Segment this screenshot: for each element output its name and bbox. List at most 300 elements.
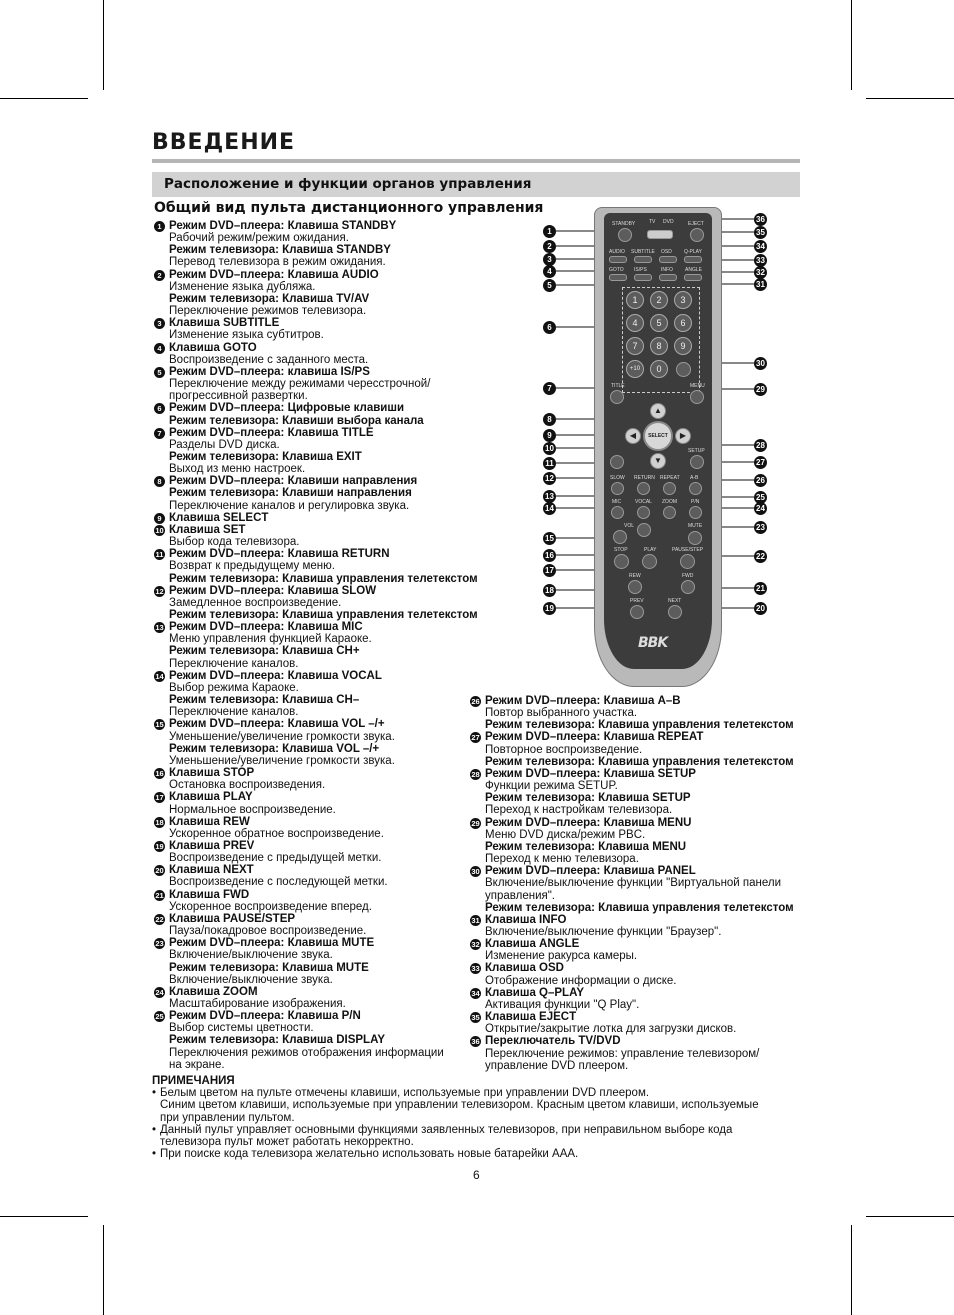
callout-marker: 14 xyxy=(543,502,556,515)
digit-button-plus10[interactable]: +10 xyxy=(626,360,644,378)
item-description: Воспроизведение с последующей метки. xyxy=(169,876,388,889)
item-number-badge: 30 xyxy=(471,867,480,877)
item-number-badge: 24 xyxy=(155,987,164,997)
key-description-item xyxy=(154,585,494,621)
remote-label: TV xyxy=(649,219,656,225)
callout-marker: 10 xyxy=(543,442,556,455)
callout-marker: 4 xyxy=(543,265,556,278)
item-heading: Клавиша FWD xyxy=(169,888,250,901)
key-description-item xyxy=(154,767,494,791)
remote-label: REW xyxy=(629,573,641,579)
notes-title: ПРИМЕЧАНИЯ xyxy=(152,1075,235,1087)
remote-label: ZOOM xyxy=(662,499,677,505)
item-number-badge: 32 xyxy=(471,940,480,950)
vocal-button[interactable] xyxy=(637,506,650,519)
title-rule xyxy=(152,159,800,163)
item-heading: Переключатель TV/DVD xyxy=(485,1035,621,1048)
item-heading: Режим DVD–плеера: Клавиша AUDIO xyxy=(169,268,379,281)
item-heading: Клавиша ANGLE xyxy=(485,938,580,951)
item-heading: Режим DVD–плеера: Клавиша VOCAL xyxy=(169,669,382,682)
note-line: Данный пульт управляет основными функциями заявленных телевизоров, при неправильном выборе кода xyxy=(160,1123,733,1136)
item-heading: Режим DVD–плеера: Клавиша REPEAT xyxy=(485,731,704,744)
item-heading: Клавиша OSD xyxy=(485,962,564,975)
audio-button[interactable] xyxy=(609,256,627,263)
key-description-item xyxy=(470,731,810,767)
fwd-button[interactable] xyxy=(681,580,695,594)
remote-label: VOCAL xyxy=(635,499,652,505)
remote-label: PREV xyxy=(630,598,644,604)
item-heading: Режим телевизора: Клавиша SETUP xyxy=(485,792,691,805)
callout-marker: 2 xyxy=(543,240,556,253)
prev-button[interactable] xyxy=(630,605,644,619)
callout-marker: 15 xyxy=(543,532,556,545)
key-description-item xyxy=(154,889,494,913)
remote-label: RETURN xyxy=(634,475,655,481)
item-number-badge: 6 xyxy=(154,403,165,414)
item-description: прогрессивной развертки. xyxy=(169,390,308,403)
remote-label: SLOW xyxy=(610,475,625,481)
callout-marker: 28 xyxy=(754,439,767,452)
digit-button-1[interactable]: 1 xyxy=(626,291,644,309)
item-number-badge: 31 xyxy=(471,915,480,925)
note-item xyxy=(152,1087,812,1124)
crop-mark xyxy=(866,98,954,99)
key-description-item xyxy=(154,791,494,815)
info-button[interactable] xyxy=(659,274,677,281)
item-heading: Клавиша PREV xyxy=(169,839,255,852)
item-number-badge: 12 xyxy=(155,586,164,596)
item-heading: Режим телевизора: Клавиша VOL –/+ xyxy=(169,742,380,755)
remote-label: OSD xyxy=(661,249,672,255)
remote-body xyxy=(594,207,722,687)
item-number-badge: 4 xyxy=(154,343,165,354)
crop-mark xyxy=(0,98,88,99)
item-description: Активация функции "Q Play". xyxy=(485,998,640,1011)
remote-label: Q-PLAY xyxy=(684,249,702,255)
crop-mark xyxy=(851,1225,852,1315)
item-number-badge: 15 xyxy=(155,720,164,730)
key-description-item xyxy=(470,695,810,731)
set-button[interactable] xyxy=(610,455,624,469)
item-number-badge: 23 xyxy=(155,939,164,949)
item-heading: Режим DVD–плеера: Клавиша STANDBY xyxy=(169,220,397,232)
crop-mark xyxy=(0,1216,88,1217)
play-button[interactable] xyxy=(642,554,657,569)
digit-button-5[interactable]: 5 xyxy=(650,314,668,332)
item-description: Остановка воспроизведения. xyxy=(169,779,326,792)
key-description-item xyxy=(470,938,810,962)
crop-mark xyxy=(103,1225,104,1315)
up-arrow-icon[interactable]: ▲ xyxy=(650,403,666,419)
item-number-badge: 10 xyxy=(155,525,164,535)
item-number-badge: 27 xyxy=(471,733,480,743)
item-number-badge: 33 xyxy=(471,964,480,974)
key-description-item xyxy=(154,986,494,1010)
stop-button[interactable] xyxy=(614,554,629,569)
item-heading: Клавиша GOTO xyxy=(169,341,257,354)
item-description: Разделы DVD диска. xyxy=(169,438,280,451)
menu-button[interactable] xyxy=(690,390,704,404)
crop-mark xyxy=(103,0,104,90)
item-description: Включение/выключение звука. xyxy=(169,973,333,986)
item-description: Переключение каналов и регулировка звука. xyxy=(169,499,410,512)
item-description: Рабочий режим/режим ожидания. xyxy=(169,232,349,245)
bullet-icon: • xyxy=(152,1123,157,1136)
item-heading: Режим телевизора: Клавиши выбора канала xyxy=(169,414,424,427)
digit-button-7[interactable]: 7 xyxy=(626,337,644,355)
item-description: Переключение каналов. xyxy=(169,657,299,670)
item-description: Пауза/покадровое воспроизведение. xyxy=(169,925,367,938)
item-heading: Режим DVD–плеера: Клавиша PANEL xyxy=(485,865,696,878)
goto-button[interactable] xyxy=(609,274,627,281)
item-heading: Режим телевизора: Клавиша управления телетекстом xyxy=(169,609,478,621)
item-heading: Режим телевизора: Клавиши направления xyxy=(169,487,412,500)
item-number-badge: 14 xyxy=(155,671,164,681)
item-number-badge: 16 xyxy=(155,769,164,779)
remote-label: STOP xyxy=(614,547,628,553)
key-description-item xyxy=(154,937,494,986)
key-description-item xyxy=(470,914,810,938)
item-heading: Режим телевизора: Клавиша CH– xyxy=(169,694,360,707)
brand-logo: BBK xyxy=(638,635,668,651)
panel-button[interactable] xyxy=(676,362,691,377)
callout-marker: 31 xyxy=(754,278,767,291)
key-description-item xyxy=(470,1035,810,1071)
item-description: Возврат к предыдущему меню. xyxy=(169,560,335,573)
key-description-item xyxy=(154,913,494,937)
vol-down-button[interactable] xyxy=(613,530,627,544)
section-heading: Расположение и функции органов управления xyxy=(152,172,800,197)
item-description: на экране. xyxy=(169,1058,225,1071)
item-heading: Клавиша EJECT xyxy=(485,1011,577,1024)
item-heading: Клавиша NEXT xyxy=(169,864,254,877)
callout-marker: 13 xyxy=(543,490,556,503)
item-description: Меню DVD диска/режим PBC. xyxy=(485,828,646,841)
page-title: ВВЕДЕНИЕ xyxy=(152,130,296,155)
callout-marker: 32 xyxy=(754,266,767,279)
callout-marker: 11 xyxy=(543,457,556,470)
item-number-badge: 34 xyxy=(471,988,480,998)
item-description: Меню управления функцией Караоке. xyxy=(169,633,372,646)
item-number-badge: 9 xyxy=(154,513,165,524)
item-heading: Режим DVD–плеера: Клавиша TITLE xyxy=(169,426,374,439)
item-heading: Режим DVD–плеера: клавиша IS/PS xyxy=(169,365,370,378)
item-description: Включение/выключение звука. xyxy=(169,949,333,962)
key-description-item xyxy=(470,1011,810,1035)
callout-marker: 18 xyxy=(543,584,556,597)
remote-label: STANDBY xyxy=(612,221,636,227)
note-item xyxy=(152,1124,812,1148)
item-description: Выход из меню настроек. xyxy=(169,463,306,476)
callout-marker: 7 xyxy=(543,382,556,395)
item-heading: Клавиша REW xyxy=(169,815,250,828)
isps-button[interactable] xyxy=(634,274,652,281)
item-number-badge: 21 xyxy=(155,890,164,900)
angle-button[interactable] xyxy=(684,274,702,281)
item-description: Изменение языка дубляжа. xyxy=(169,280,316,293)
right-arrow-icon[interactable]: ▶ xyxy=(675,428,691,444)
callout-marker: 23 xyxy=(754,521,767,534)
remote-label: REPEAT xyxy=(660,475,680,481)
item-description: Переключение режимов телевизора. xyxy=(169,305,367,318)
rew-button[interactable] xyxy=(628,580,642,594)
remote-label: A-B xyxy=(690,475,699,481)
remote-label: INFO xyxy=(661,267,673,273)
item-number-badge: 22 xyxy=(155,914,164,924)
item-heading: Режим телевизора: Клавиша TV/AV xyxy=(169,292,370,305)
item-description: Переключения режимов отображения информации xyxy=(169,1046,444,1059)
item-description: Воспроизведение с предыдущей метки. xyxy=(169,852,382,865)
item-heading: Клавиша SELECT xyxy=(169,511,269,524)
standby-button[interactable] xyxy=(618,228,632,242)
key-description-item xyxy=(154,402,494,426)
item-number-badge: 20 xyxy=(155,866,164,876)
callout-marker: 12 xyxy=(543,472,556,485)
key-description-item xyxy=(154,427,494,476)
item-heading: Режим DVD–плеера: Клавиша A–B xyxy=(485,695,681,707)
item-number-badge: 2 xyxy=(154,270,165,281)
callout-marker: 6 xyxy=(543,321,556,334)
down-arrow-icon[interactable]: ▼ xyxy=(650,453,666,469)
callout-marker: 25 xyxy=(754,491,767,504)
remote-label: SUBTITLE xyxy=(631,249,655,255)
notes-block xyxy=(152,1075,812,1160)
digit-button-4[interactable]: 4 xyxy=(626,314,644,332)
page-number: 6 xyxy=(473,1168,480,1182)
pn-button[interactable] xyxy=(689,506,702,519)
key-description-item xyxy=(154,864,494,888)
item-number-badge: 7 xyxy=(154,428,165,439)
item-heading: Режим DVD–плеера: Клавиша MENU xyxy=(485,816,692,829)
key-description-item xyxy=(154,342,494,366)
remote-label: VOL xyxy=(624,523,635,529)
note-line: при управлении пультом. xyxy=(160,1111,295,1124)
key-description-item xyxy=(154,621,494,670)
callout-marker: 19 xyxy=(543,602,556,615)
item-heading: Клавиша Q–PLAY xyxy=(485,986,584,999)
remote-illustration xyxy=(540,205,780,695)
remote-label: NEXT xyxy=(668,598,682,604)
item-heading: Режим DVD–плеера: Клавиша MIC xyxy=(169,621,363,634)
callout-marker: 26 xyxy=(754,474,767,487)
item-description: Функции режима SETUP. xyxy=(485,780,618,793)
item-heading: Клавиша ZOOM xyxy=(169,985,258,998)
item-number-badge: 3 xyxy=(154,318,165,329)
callout-marker: 3 xyxy=(543,253,556,266)
remote-label: MIC xyxy=(612,499,622,505)
callout-marker: 5 xyxy=(543,279,556,292)
item-number-badge: 19 xyxy=(155,841,164,851)
item-heading: Режим телевизора: Клавиша управления телетекстом xyxy=(485,901,794,914)
key-description-item xyxy=(154,718,494,767)
remote-label: P/N xyxy=(691,499,700,505)
key-description-item xyxy=(470,987,810,1011)
item-heading: Режим телевизора: Клавиша STANDBY xyxy=(169,244,391,257)
item-heading: Режим телевизора: Клавиша MENU xyxy=(485,840,687,853)
key-description-item xyxy=(154,317,494,341)
remote-label: PAUSE/STEP xyxy=(672,547,704,553)
key-description-item xyxy=(154,548,494,584)
item-description: Переключение каналов. xyxy=(169,706,299,719)
item-description: Нормальное воспроизведение. xyxy=(169,803,336,816)
vol-up-button[interactable] xyxy=(637,523,651,537)
digit-button-9[interactable]: 9 xyxy=(674,337,692,355)
key-description-item xyxy=(154,816,494,840)
note-item xyxy=(152,1148,812,1160)
item-number-badge: 11 xyxy=(155,550,164,560)
remote-label: IS/PS xyxy=(634,267,647,273)
callout-marker: 35 xyxy=(754,226,767,239)
remote-label: DVD xyxy=(663,219,674,225)
tv-dvd-switch[interactable] xyxy=(647,230,673,239)
title-button[interactable] xyxy=(610,390,624,404)
item-number-badge: 26 xyxy=(471,697,480,706)
item-description: Замедленное воспроизведение. xyxy=(169,596,342,609)
key-description-item xyxy=(154,366,494,402)
digit-button-0[interactable]: 0 xyxy=(650,360,668,378)
item-number-badge: 13 xyxy=(155,623,164,633)
callout-marker: 20 xyxy=(754,602,767,615)
key-description-item xyxy=(154,840,494,864)
callout-marker: 30 xyxy=(754,357,767,370)
eject-button[interactable] xyxy=(690,228,704,242)
mic-button[interactable] xyxy=(611,506,624,519)
callout-marker: 8 xyxy=(543,413,556,426)
key-description-item xyxy=(154,220,494,269)
key-list-right xyxy=(470,695,810,1072)
item-description: Ускоренное обратное воспроизведение. xyxy=(169,827,384,840)
item-description: Выбор системы цветности. xyxy=(169,1022,314,1035)
callout-marker: 24 xyxy=(754,502,767,515)
item-description: Перевод телевизора в режим ожидания. xyxy=(169,256,386,269)
item-heading: Режим DVD–плеера: Клавиша MUTE xyxy=(169,937,375,950)
remote-label: SETUP xyxy=(688,448,705,454)
item-heading: Клавиша STOP xyxy=(169,767,255,780)
return-button[interactable] xyxy=(637,482,650,495)
key-description-item xyxy=(154,524,494,548)
select-button[interactable]: SELECT xyxy=(643,421,673,451)
item-description: Включение/выключение функции "Виртуальной панели xyxy=(485,877,782,890)
callout-marker: 34 xyxy=(754,240,767,253)
key-description-item xyxy=(154,1010,494,1071)
remote-label: PLAY xyxy=(644,547,657,553)
callout-marker: 33 xyxy=(754,254,767,267)
zoom-button[interactable] xyxy=(663,506,676,519)
item-number-badge: 1 xyxy=(154,221,165,232)
item-description: Переключение между режимами чересстрочной/ xyxy=(169,378,431,391)
item-description: Переход к меню телевизора. xyxy=(485,853,639,866)
item-description: Изменение языка субтитров. xyxy=(169,329,324,342)
notes-list xyxy=(152,1087,812,1160)
item-heading: Режим телевизора: Клавиша EXIT xyxy=(169,450,362,463)
note-line: При поиске кода телевизора желательно использовать новые батарейки ААА. xyxy=(160,1148,579,1161)
note-line: Белым цветом на пульте отмечены клавиши, используемые при управлении DVD плеером. xyxy=(160,1087,650,1100)
item-heading: Режим телевизора: Клавиша CH+ xyxy=(169,645,360,658)
key-description-item xyxy=(154,670,494,719)
key-description-item xyxy=(154,269,494,318)
item-heading: Режим телевизора: Клавиша MUTE xyxy=(169,961,369,974)
item-heading: Клавиша SET xyxy=(169,523,246,536)
digit-button-8[interactable]: 8 xyxy=(650,337,668,355)
item-heading: Режим телевизора: Клавиша управления телетекстом xyxy=(169,572,478,585)
item-description: управления". xyxy=(485,889,555,902)
item-heading: Режим DVD–плеера: Клавиша VOL –/+ xyxy=(169,718,385,731)
bullet-icon: • xyxy=(152,1148,157,1161)
item-description: Повторное воспроизведение. xyxy=(485,743,643,756)
item-heading: Режим DVD–плеера: Клавиши направления xyxy=(169,475,418,488)
item-heading: Режим телевизора: Клавиша управления телетекстом xyxy=(485,719,794,732)
note-line: Синим цветом клавиши, используемые при управлении телевизором. Красным цветом клавиши, используемые xyxy=(160,1099,759,1112)
item-description: Отображение информации о диске. xyxy=(485,974,677,987)
remote-label: GOTO xyxy=(609,267,624,273)
digit-button-3[interactable]: 3 xyxy=(674,291,692,309)
item-number-badge: 29 xyxy=(471,818,480,828)
slow-button[interactable] xyxy=(611,482,624,495)
mute-button[interactable] xyxy=(688,531,702,545)
osd-button[interactable] xyxy=(659,256,677,263)
key-description-item xyxy=(470,962,810,986)
key-description-item xyxy=(470,817,810,866)
key-description-item xyxy=(154,475,494,511)
repeat-button[interactable] xyxy=(663,482,676,495)
item-heading: Режим телевизора: Клавиша управления телетекстом xyxy=(485,755,794,768)
item-heading: Клавиша INFO xyxy=(485,913,567,926)
setup-button[interactable] xyxy=(690,455,704,469)
item-number-badge: 25 xyxy=(155,1012,164,1022)
item-description: Включение/выключение функции "Браузер". xyxy=(485,925,722,938)
next-button[interactable] xyxy=(668,605,682,619)
pause-step-button[interactable] xyxy=(680,554,695,569)
subsection-heading: Общий вид пульта дистанционного управления xyxy=(154,200,544,216)
callout-marker: 22 xyxy=(754,550,767,563)
item-number-badge: 18 xyxy=(155,817,164,827)
item-description: Уменьшение/увеличение громкости звука. xyxy=(169,730,395,743)
key-description-item xyxy=(154,512,494,524)
left-arrow-icon[interactable]: ◀ xyxy=(625,428,641,444)
crop-mark xyxy=(851,0,852,90)
digit-button-2[interactable]: 2 xyxy=(650,291,668,309)
item-description: Переход к настройкам телевизора. xyxy=(485,804,673,817)
note-line: телевизора пульт может работать некорректно. xyxy=(160,1136,414,1149)
callout-marker: 36 xyxy=(754,213,767,226)
item-heading: Режим DVD–плеера: Клавиша P/N xyxy=(169,1010,361,1023)
item-number-badge: 36 xyxy=(471,1037,480,1047)
item-heading: Клавиша PLAY xyxy=(169,791,253,804)
subtitle-button[interactable] xyxy=(634,256,652,263)
remote-label: MUTE xyxy=(688,523,703,529)
qplay-button[interactable] xyxy=(684,256,702,263)
callout-marker: 9 xyxy=(543,429,556,442)
remote-label: TITLE xyxy=(611,383,625,389)
digit-button-6[interactable]: 6 xyxy=(674,314,692,332)
ab-button[interactable] xyxy=(689,482,702,495)
remote-label: ANGLE xyxy=(685,267,702,273)
item-number-badge: 5 xyxy=(154,367,165,378)
item-description: Изменение ракурса камеры. xyxy=(485,950,638,963)
item-description: Повтор выбранного участка. xyxy=(485,707,638,720)
item-description: Ускоренное воспроизведение вперед. xyxy=(169,900,372,913)
bullet-icon: • xyxy=(152,1087,157,1100)
remote-label: FWD xyxy=(682,573,694,579)
remote-label: MENU xyxy=(690,383,705,389)
item-description: Уменьшение/увеличение громкости звука. xyxy=(169,754,395,767)
item-description: Выбор кода телевизора. xyxy=(169,536,300,549)
item-number-badge: 28 xyxy=(471,769,480,779)
remote-face xyxy=(604,213,712,669)
item-description: Выбор режима Караоке. xyxy=(169,681,299,694)
key-list-left xyxy=(154,220,494,1071)
callout-marker: 1 xyxy=(543,225,556,238)
